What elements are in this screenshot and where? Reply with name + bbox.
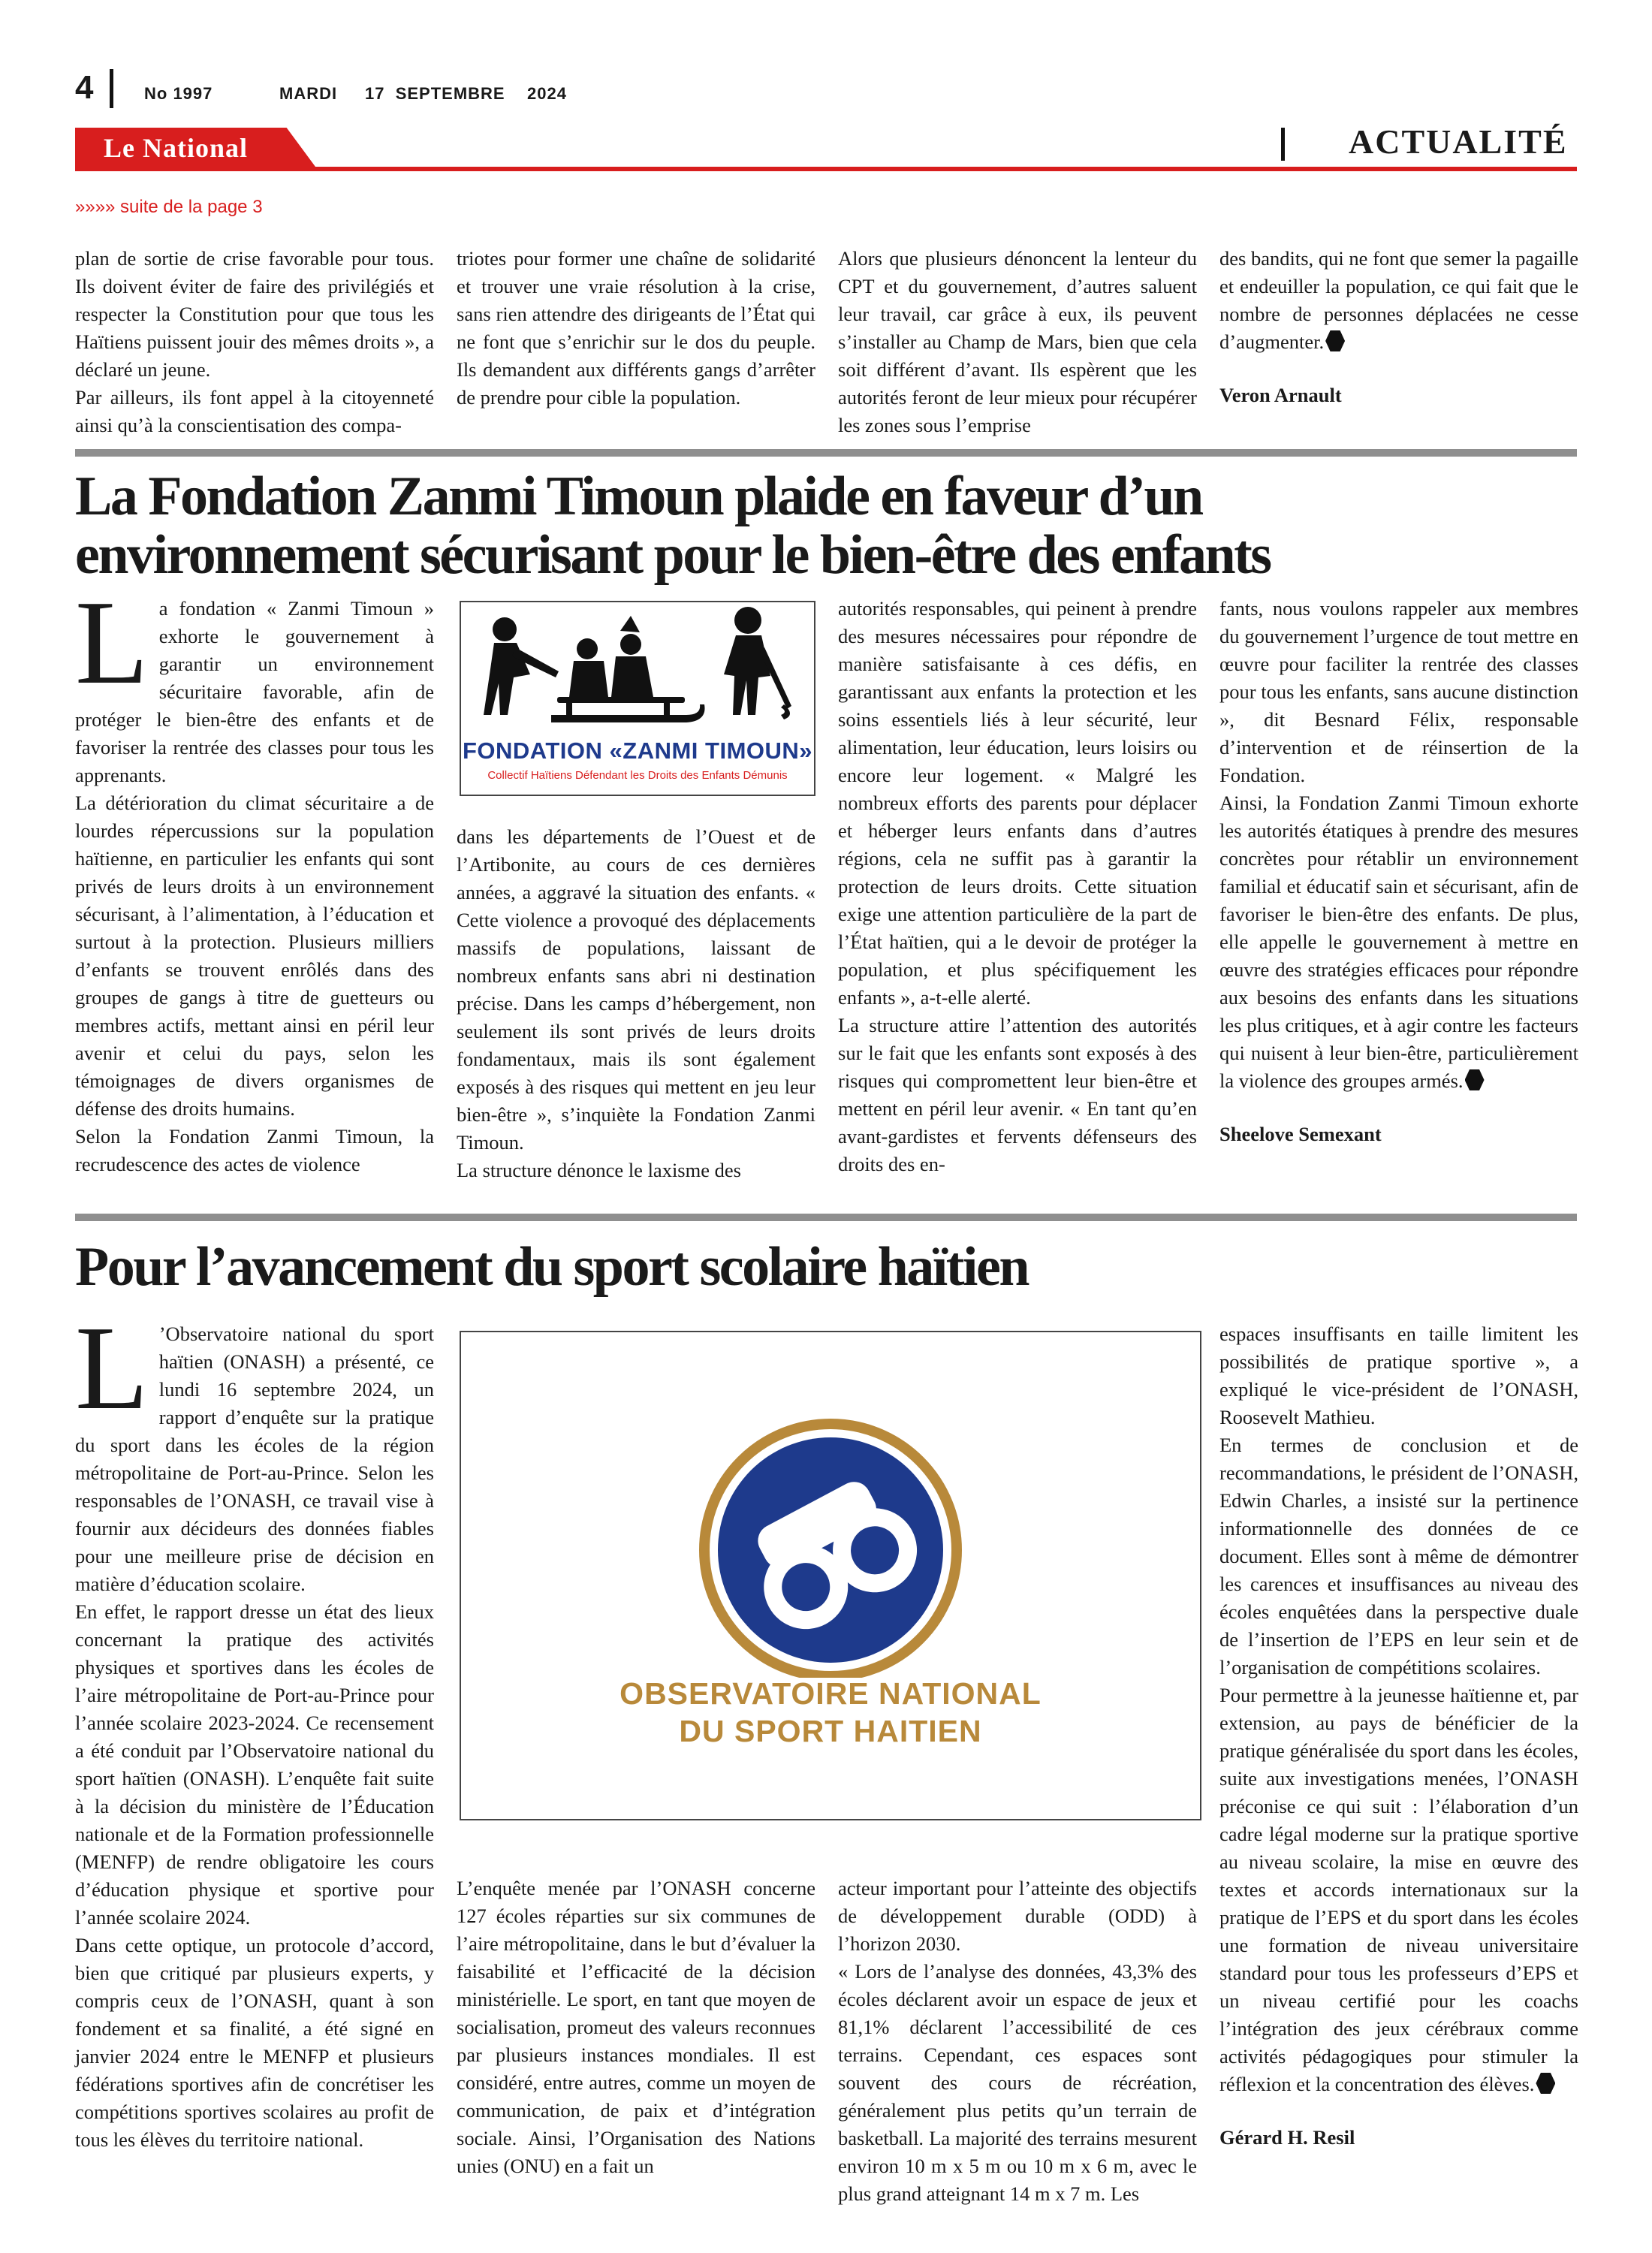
zanmi-timoun-logo bbox=[460, 601, 815, 796]
article2-col-2 bbox=[457, 1874, 815, 2180]
binoculars-emblem-icon bbox=[461, 1332, 1200, 1678]
paragraph: La fondation « Zanmi Timoun » exhorte le gouvernement à garantir un environnement sécuritaire favorable, afin de protéger le bien-être des enfants et de favoriser la rentrée des classes pour tous les apprenants. bbox=[75, 575, 434, 786]
header-divider bbox=[110, 69, 113, 108]
section-title: ACTUALITÉ bbox=[1349, 122, 1568, 161]
issue-weekday: MARDI bbox=[279, 84, 338, 103]
top-col-3 bbox=[838, 245, 1197, 439]
paragraph: « Lors de l’analyse des données, 43,3% des écoles déclarent avoir un espace de jeux et 81,1% déclarent l’accessibilité de ces terrains. Cependant, ces espaces sont souvent des cours de récréation, généralement plus petits qu’un terrain de basketball. La majorité des terrains mesurent environ 10 m x 5 m ou 10 m x 6 m, avec le plus grand atteignant 14 m x 7 m. Les bbox=[838, 1960, 1197, 2205]
paragraph: Alors que plusieurs dénoncent la lenteur du CPT et du gouvernement, d’autres saluent leur travail, car grâce à eux, ils peuvent s’installer au Champ de Mars, bien que cela soit différent d’avant. Ils espèrent que les autorités feront de leur mieux pour récupérer les zones sous l’emprise bbox=[838, 247, 1197, 436]
onash-logo bbox=[460, 1331, 1201, 1820]
logo-title: FONDATION «ZANMI TIMOUN» bbox=[462, 737, 813, 764]
paragraph: Dans cette optique, un protocole d’accord, bien que critiqué par plusieurs experts, y compris ceux de l’ONASH, quant à son fondement et sa finalité, a été signé en janvier 2024 entre le MENFP et plusieurs fédérations sportives afin de concrétiser les compétitions sportives scolaires au profit de tous les élèves du territoire national. bbox=[75, 1934, 434, 2151]
byline: Sheelove Semexant bbox=[1219, 1123, 1382, 1145]
end-of-article-icon bbox=[1325, 330, 1345, 351]
end-of-article-icon bbox=[1465, 1069, 1485, 1090]
paragraph: L ’Observatoire national du sport haïtien (ONASH) a présenté, ce lundi 16 septembre 2024, un rapport d’enquête sur la pratique du sport dans les écoles de la région métropolitaine de Port-au-Prince. Selon les responsables de l’ONASH, ce travail vise à fournir aux décideurs des données fiables pour une meilleure prise de décision en matière d’éducation scolaire. bbox=[75, 1301, 434, 1595]
article1-headline: La Fondation Zanmi Timoun plaide en faveur d’un environnement sécurisant pour le bien-être des enfants bbox=[75, 466, 1271, 586]
paragraph: Selon la Fondation Zanmi Timoun, la recrudescence des actes de violence bbox=[75, 1125, 434, 1175]
paragraph: autorités responsables, qui peinent à prendre des mesures nécessaires pour répondre de manière satisfaisante à ces défis, en garantissant aux enfants la protection et les soins essentiels liés à leur sécurité, leur alimentation, leur éducation, leurs loisirs ou encore leur logement. « Malgré les nombreux efforts des parents pour déplacer et héberger leurs enfants dans d’autres régions, cela ne suffit pas à garantir la protection de leurs droits. Cette situation exige une attention particulière de la part de l’État haïtien, qui a le devoir de protéger la population, et plus spécifiquement les enfants », a-t-elle alerté. bbox=[838, 597, 1197, 1009]
article2-col-3 bbox=[838, 1874, 1197, 2208]
issue-year: 2024 bbox=[527, 84, 567, 103]
paragraph: La détérioration du climat sécuritaire a de lourdes répercussions sur la population haïtienne, en particulier les enfants qui sont privés de leurs droits à un environnement sécurisant, à l’alimentation, à l’éducation et surtout à la protection. Plusieurs milliers d’enfants se trouvent enrôlés dans des groupes de gangs à titre de guetteurs ou membres actifs, mettant ainsi en péril leur avenir et celui du pays, selon les témoignages de divers organismes de défense des droits humains. bbox=[75, 792, 434, 1120]
dropcap: L bbox=[75, 1301, 149, 1434]
page-number: 4 bbox=[75, 69, 94, 106]
logo-line-1: OBSERVATOIRE NATIONAL bbox=[620, 1676, 1042, 1711]
paragraph: acteur important pour l’atteinte des objectifs de développement durable (ODD) à l’horizon 2030. bbox=[838, 1877, 1197, 1955]
article2-col-4 bbox=[1219, 1320, 1578, 2152]
paragraph: plan de sortie de crise favorable pour tous. Ils doivent éviter de faire des privilégiés et respecter la Constitution pour que tous les Haïtiens puissent jouir des mêmes droits », a déclaré un jeune. bbox=[75, 247, 434, 381]
paragraph: En effet, le rapport dresse un état des lieux concernant la pratique des activités physiques et sportives dans les écoles de l’aire métropolitaine de Port-au-Prince pour l’année scolaire 2023-2024. Ce recensement a été conduit par l’Observatoire national du sport haïtien (ONASH). L’enquête fait suite à la décision du ministère de l’Éducation nationale et de la Formation professionnelle (MENFP) de rendre obligatoire les cours d’éducation physique et sportive pour l’année scolaire 2024. bbox=[75, 1600, 434, 1929]
top-col-1 bbox=[75, 245, 434, 439]
dropcap: L bbox=[75, 575, 149, 709]
issue-date: 17 SEPTEMBRE bbox=[365, 84, 505, 103]
paragraph: Ainsi, la Fondation Zanmi Timoun exhorte les autorités étatiques à prendre des mesures concrètes pour rétablir un environnement familial et éducatif sain et sécurisant, afin de favoriser le bien-être des enfants. De plus, elle appelle le gouvernement à mettre en œuvre des stratégies efficaces pour répondre aux besoins des enfants dans les situations les plus critiques, et à agir contre les facteurs qui nuisent à leur bien-être, particulièrement la violence des groupes armés. bbox=[1219, 792, 1578, 1092]
continued-from: »»»» suite de la page 3 bbox=[75, 197, 263, 217]
children-sled-silhouette-icon bbox=[461, 602, 814, 737]
byline: Veron Arnault bbox=[1219, 384, 1342, 406]
top-col-4 bbox=[1219, 245, 1578, 409]
section-divider bbox=[1281, 128, 1285, 161]
section-rule bbox=[75, 1214, 1577, 1221]
section-rule bbox=[75, 449, 1577, 457]
byline: Gérard H. Resil bbox=[1219, 2126, 1355, 2149]
article2-col-1 bbox=[75, 1301, 434, 2154]
paragraph: Par ailleurs, ils font appel à la citoyenneté ainsi qu’à la conscientisation des compa- bbox=[75, 386, 434, 436]
paragraph: Pour permettre à la jeunesse haïtienne et, par extension, au pays de bénéficier de la pratique généralisée du sport dans les écoles, suite aux investigations menées, l’ONASH préconise ce qui suit : l’élaboration d’un cadre légal moderne sur la pratique sportive au niveau scolaire, la mise en œuvre des textes et accords internationaux sur la pratique de l’EPS et du sport dans les écoles une formation de niveau universitaire standard pour tous les professeurs d’EPS et un niveau certifié pour les coachs l’intégration des jeux cérébraux comme activités pédagogiques pour stimuler la réflexion et la concentration des élèves. bbox=[1219, 1684, 1578, 2095]
paragraph: La structure dénonce le laxisme des bbox=[457, 1159, 741, 1181]
article1-col-2 bbox=[457, 823, 815, 1184]
logo-subtitle: Collectif Haïtiens Défendant les Droits des Enfants Démunis bbox=[487, 769, 788, 782]
paragraph: fants, nous voulons rappeler aux membres du gouvernement l’urgence de tout mettre en œuvre pour faciliter la rentrée des classes pour tous les enfants, sans aucune distinction », dit Besnard Félix, responsable d’intervention et de réinsertion de la Fondation. bbox=[1219, 597, 1578, 786]
article2-headline: Pour l’avancement du sport scolaire haïtien bbox=[75, 1236, 1028, 1298]
paragraph: dans les départements de l’Ouest et de l’Artibonite, au cours de ces dernières années, a aggravé la situation des enfants. « Cette violence a provoqué des déplacements massifs de populations, laissant de nombreux enfants sans abri ni destination précise. Dans les camps d’hébergement, non seulement ils sont privés de leurs droits fondamentaux, mais ils sont également exposés à des risques qui mettent en jeu leur bien-être », s’inquiète la Fondation Zanmi Timoun. bbox=[457, 825, 815, 1154]
article1-col-1 bbox=[75, 575, 434, 1178]
header-red-line bbox=[75, 167, 1577, 171]
paragraph: La structure attire l’attention des autorités sur le fait que les enfants sont exposés à des risques qui compromettent leur bien-être et mettent en péril leur avenir. « En tant qu’en avant-gardistes et fervents défenseurs des droits des en- bbox=[838, 1014, 1197, 1175]
paragraph: triotes pour former une chaîne de solidarité et trouver une vraie résolution à la crise, sans rien attendre des dirigeants de l’État qui ne font que s’enrichir sur le dos du peuple. Ils demandent aux différents gangs d’arrêter de prendre pour cible la population. bbox=[457, 247, 815, 409]
paragraph: espaces insuffisants en taille limitent les possibilités de pratique sportive », a expliqué le vice-président de l’ONASH, Roosevelt Mathieu. bbox=[1219, 1323, 1578, 1428]
top-col-2 bbox=[457, 245, 815, 412]
brand-name: Le National bbox=[104, 133, 249, 163]
end-of-article-icon bbox=[1536, 2073, 1555, 2094]
paragraph: des bandits, qui ne font que semer la pagaille et endeuiller la population, ce qui fait que le nombre de personnes déplacées ne cesse d’augmenter. bbox=[1219, 247, 1578, 353]
paragraph: L’enquête menée par l’ONASH concerne 127 écoles réparties sur six communes de l’aire métropolitaine, dans le but d’évaluer la faisabilité et l’efficacité de la décision ministérielle. Le sport, en tant que moyen de socialisation, promeut des valeurs reconnues par plusieurs instances mondiales. Il est considéré, entre autres, comme un moyen de communication, de paix et d’intégration sociale. Ainsi, l’Organisation des Nations unies (ONU) en a fait un bbox=[457, 1877, 815, 2177]
logo-line-2: DU SPORT HAITIEN bbox=[679, 1714, 982, 1748]
article1-col-3 bbox=[838, 595, 1197, 1178]
article1-col-4 bbox=[1219, 595, 1578, 1148]
paragraph: En termes de conclusion et de recommandations, le président de l’ONASH, Edwin Charles, a insisté sur la pertinence informationnelle des données de ce document. Elles sont à même de démontrer les carences et insuffisances au niveau des écoles enquêtées dans la perspective duale de l’insertion de l’EPS en leur sein et de l’organisation de compétitions scolaires. bbox=[1219, 1434, 1578, 1678]
issue-number: No 1997 bbox=[144, 84, 213, 103]
